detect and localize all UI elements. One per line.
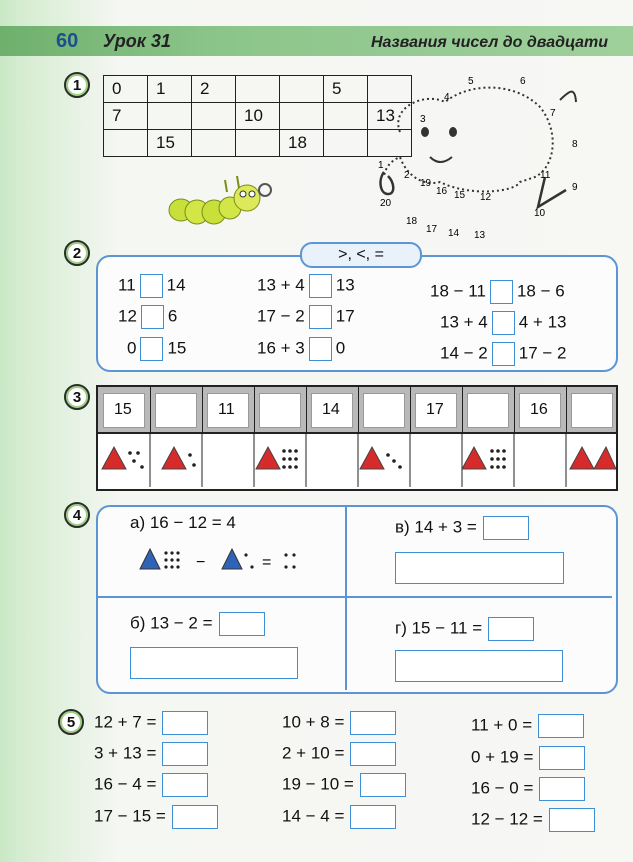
compare-left: 16 + 3: [257, 338, 305, 358]
grid-cell[interactable]: [236, 130, 280, 157]
compare-right: 17 − 2: [518, 343, 567, 363]
dot-label: 9: [572, 182, 578, 193]
dot-label: 15: [454, 190, 466, 201]
compare-right: 6: [167, 306, 178, 326]
grid-cell: 7: [104, 103, 148, 130]
compare-right: 18 − 6: [516, 281, 565, 301]
answer-box[interactable]: [350, 711, 396, 735]
task-badge-3: 3: [64, 384, 90, 410]
task-badge-1: 1: [64, 72, 90, 98]
dot-label: 6: [520, 76, 526, 87]
grid-cell[interactable]: [104, 130, 148, 157]
compare-row: [440, 311, 567, 335]
compare-box[interactable]: [309, 274, 332, 298]
compare-box[interactable]: [309, 337, 332, 361]
answer-box[interactable]: [360, 773, 406, 797]
dot-label: 13: [474, 230, 486, 241]
dot-label: 17: [426, 224, 438, 235]
dot-label: 20: [380, 198, 392, 209]
expression: 2 + 10 =: [282, 742, 396, 766]
grid-cell[interactable]: [324, 103, 368, 130]
strip-number: 14: [322, 401, 340, 418]
expression: 3 + 13 =: [94, 742, 208, 766]
compare-box[interactable]: [140, 274, 163, 298]
expression: 12 − 12 =: [471, 808, 595, 832]
dot-label: 1: [378, 160, 384, 171]
grid-cell: 13: [368, 103, 412, 130]
compare-left: 0: [127, 338, 137, 358]
compare-row: [257, 274, 355, 298]
task-badge-5: 5: [58, 709, 84, 735]
compare-right: 15: [167, 338, 187, 358]
answer-box[interactable]: [483, 516, 529, 540]
compare-box[interactable]: [490, 280, 513, 304]
compare-right: 13: [335, 275, 355, 295]
empty-number-cell[interactable]: [571, 393, 613, 428]
answer-box[interactable]: [172, 805, 218, 829]
page-number: 60: [56, 30, 79, 52]
triangle-dot-row: [98, 433, 616, 487]
compare-box[interactable]: [140, 337, 163, 361]
compare-box[interactable]: [492, 311, 515, 335]
grid-cell: 0: [104, 76, 148, 103]
answer-box[interactable]: [350, 742, 396, 766]
caterpillar-illustration: [165, 172, 285, 230]
dot-label: 11: [540, 170, 551, 181]
grid-cell[interactable]: [192, 130, 236, 157]
grid-cell[interactable]: [280, 76, 324, 103]
compare-left: 14 − 2: [440, 343, 488, 363]
empty-number-cell[interactable]: [363, 393, 405, 428]
grid-cell[interactable]: [280, 103, 324, 130]
compare-left: 13 + 4: [440, 312, 488, 332]
grid-cell: 5: [324, 76, 368, 103]
compare-box[interactable]: [309, 305, 332, 329]
compare-left: 11: [118, 275, 136, 295]
strip-number: 11: [218, 401, 235, 418]
equation-v: в) 14 + 3 =: [395, 516, 529, 540]
expression: 16 − 0 =: [471, 777, 585, 801]
dot-label: 7: [550, 108, 556, 119]
dot-to-dot-elephant: [370, 72, 620, 242]
compare-row: [127, 337, 186, 361]
compare-right: 0: [335, 338, 346, 358]
grid-cell: 1: [148, 76, 192, 103]
compare-row: [118, 305, 177, 329]
compare-left: 18 − 11: [430, 281, 486, 301]
compare-box[interactable]: [141, 305, 164, 329]
dot-label: 8: [572, 139, 578, 150]
compare-row: [118, 274, 186, 298]
grid-cell[interactable]: [236, 76, 280, 103]
expression: 11 + 0 =: [471, 714, 584, 738]
grid-cell[interactable]: [324, 130, 368, 157]
answer-box[interactable]: [162, 773, 208, 797]
expression: 19 − 10 =: [282, 773, 406, 797]
minus-sign: −: [196, 554, 206, 571]
empty-number-cell[interactable]: [467, 393, 509, 428]
strip-number: 17: [426, 401, 444, 418]
expression: 17 − 15 =: [94, 805, 218, 829]
dot-label: 12: [480, 192, 492, 203]
compare-right: 14: [166, 275, 186, 295]
compare-row: [257, 337, 345, 361]
answer-wide-box[interactable]: [130, 647, 298, 679]
grid-cell: 2: [192, 76, 236, 103]
dot-label: 16: [436, 186, 448, 197]
task-badge-2: 2: [64, 240, 90, 266]
compare-left: 13 + 4: [257, 275, 305, 295]
strip-number: 15: [114, 401, 132, 418]
dot-label: 4: [444, 92, 450, 103]
dot-label: 18: [406, 216, 418, 227]
dot-label: 14: [448, 228, 460, 239]
answer-box[interactable]: [538, 714, 584, 738]
compare-right: 17: [335, 306, 355, 326]
compare-left: 17 − 2: [257, 306, 305, 326]
expression: 0 + 19 =: [471, 746, 585, 770]
dot-label: 10: [534, 208, 546, 219]
equation-g: г) 15 − 11 =: [395, 617, 534, 641]
dot-label: 5: [468, 76, 474, 87]
lesson-title: Урок 31: [103, 31, 171, 51]
compare-right: 4 + 13: [518, 312, 567, 332]
equals-sign: =: [262, 554, 272, 571]
answer-box[interactable]: [350, 805, 396, 829]
dot-label: 19: [420, 178, 432, 189]
topic-title: Названия чисел до двадцати: [371, 34, 609, 51]
expression: 14 − 4 =: [282, 805, 396, 829]
expression: 10 + 8 =: [282, 711, 396, 735]
compare-left: 12: [118, 306, 137, 326]
answer-box[interactable]: [539, 746, 585, 770]
dot-label: 3: [420, 114, 426, 125]
answer-box[interactable]: [488, 617, 534, 641]
equation-b: б) 13 − 2 =: [130, 612, 265, 636]
answer-box[interactable]: [549, 808, 595, 832]
grid-cell: 15: [148, 130, 192, 157]
compare-row: [440, 342, 567, 366]
answer-box[interactable]: [162, 711, 208, 735]
strip-number: 16: [530, 401, 548, 418]
compare-row: [257, 305, 355, 329]
task-badge-4: 4: [64, 502, 90, 528]
empty-number-cell[interactable]: [155, 393, 197, 428]
expression: 16 − 4 =: [94, 773, 208, 797]
compare-box[interactable]: [492, 342, 515, 366]
expression: 12 + 7 =: [94, 711, 208, 735]
equation-a: а) 16 − 12 = 4: [130, 513, 236, 532]
grid-cell: 18: [280, 130, 324, 157]
grid-cell[interactable]: [148, 103, 192, 130]
answer-box[interactable]: [539, 777, 585, 801]
answer-box[interactable]: [162, 742, 208, 766]
number-strip: [96, 385, 618, 491]
answer-wide-box[interactable]: [395, 552, 564, 584]
dot-label: 2: [404, 170, 410, 181]
grid-cell[interactable]: [192, 103, 236, 130]
answer-box[interactable]: [219, 612, 265, 636]
empty-number-cell[interactable]: [259, 393, 301, 428]
answer-wide-box[interactable]: [395, 650, 563, 682]
number-grid: [103, 75, 412, 157]
triangle-dot-equation: [138, 545, 318, 573]
compare-signs-label: >, <, =: [300, 242, 422, 268]
compare-row: [430, 280, 565, 304]
grid-cell: 10: [236, 103, 280, 130]
